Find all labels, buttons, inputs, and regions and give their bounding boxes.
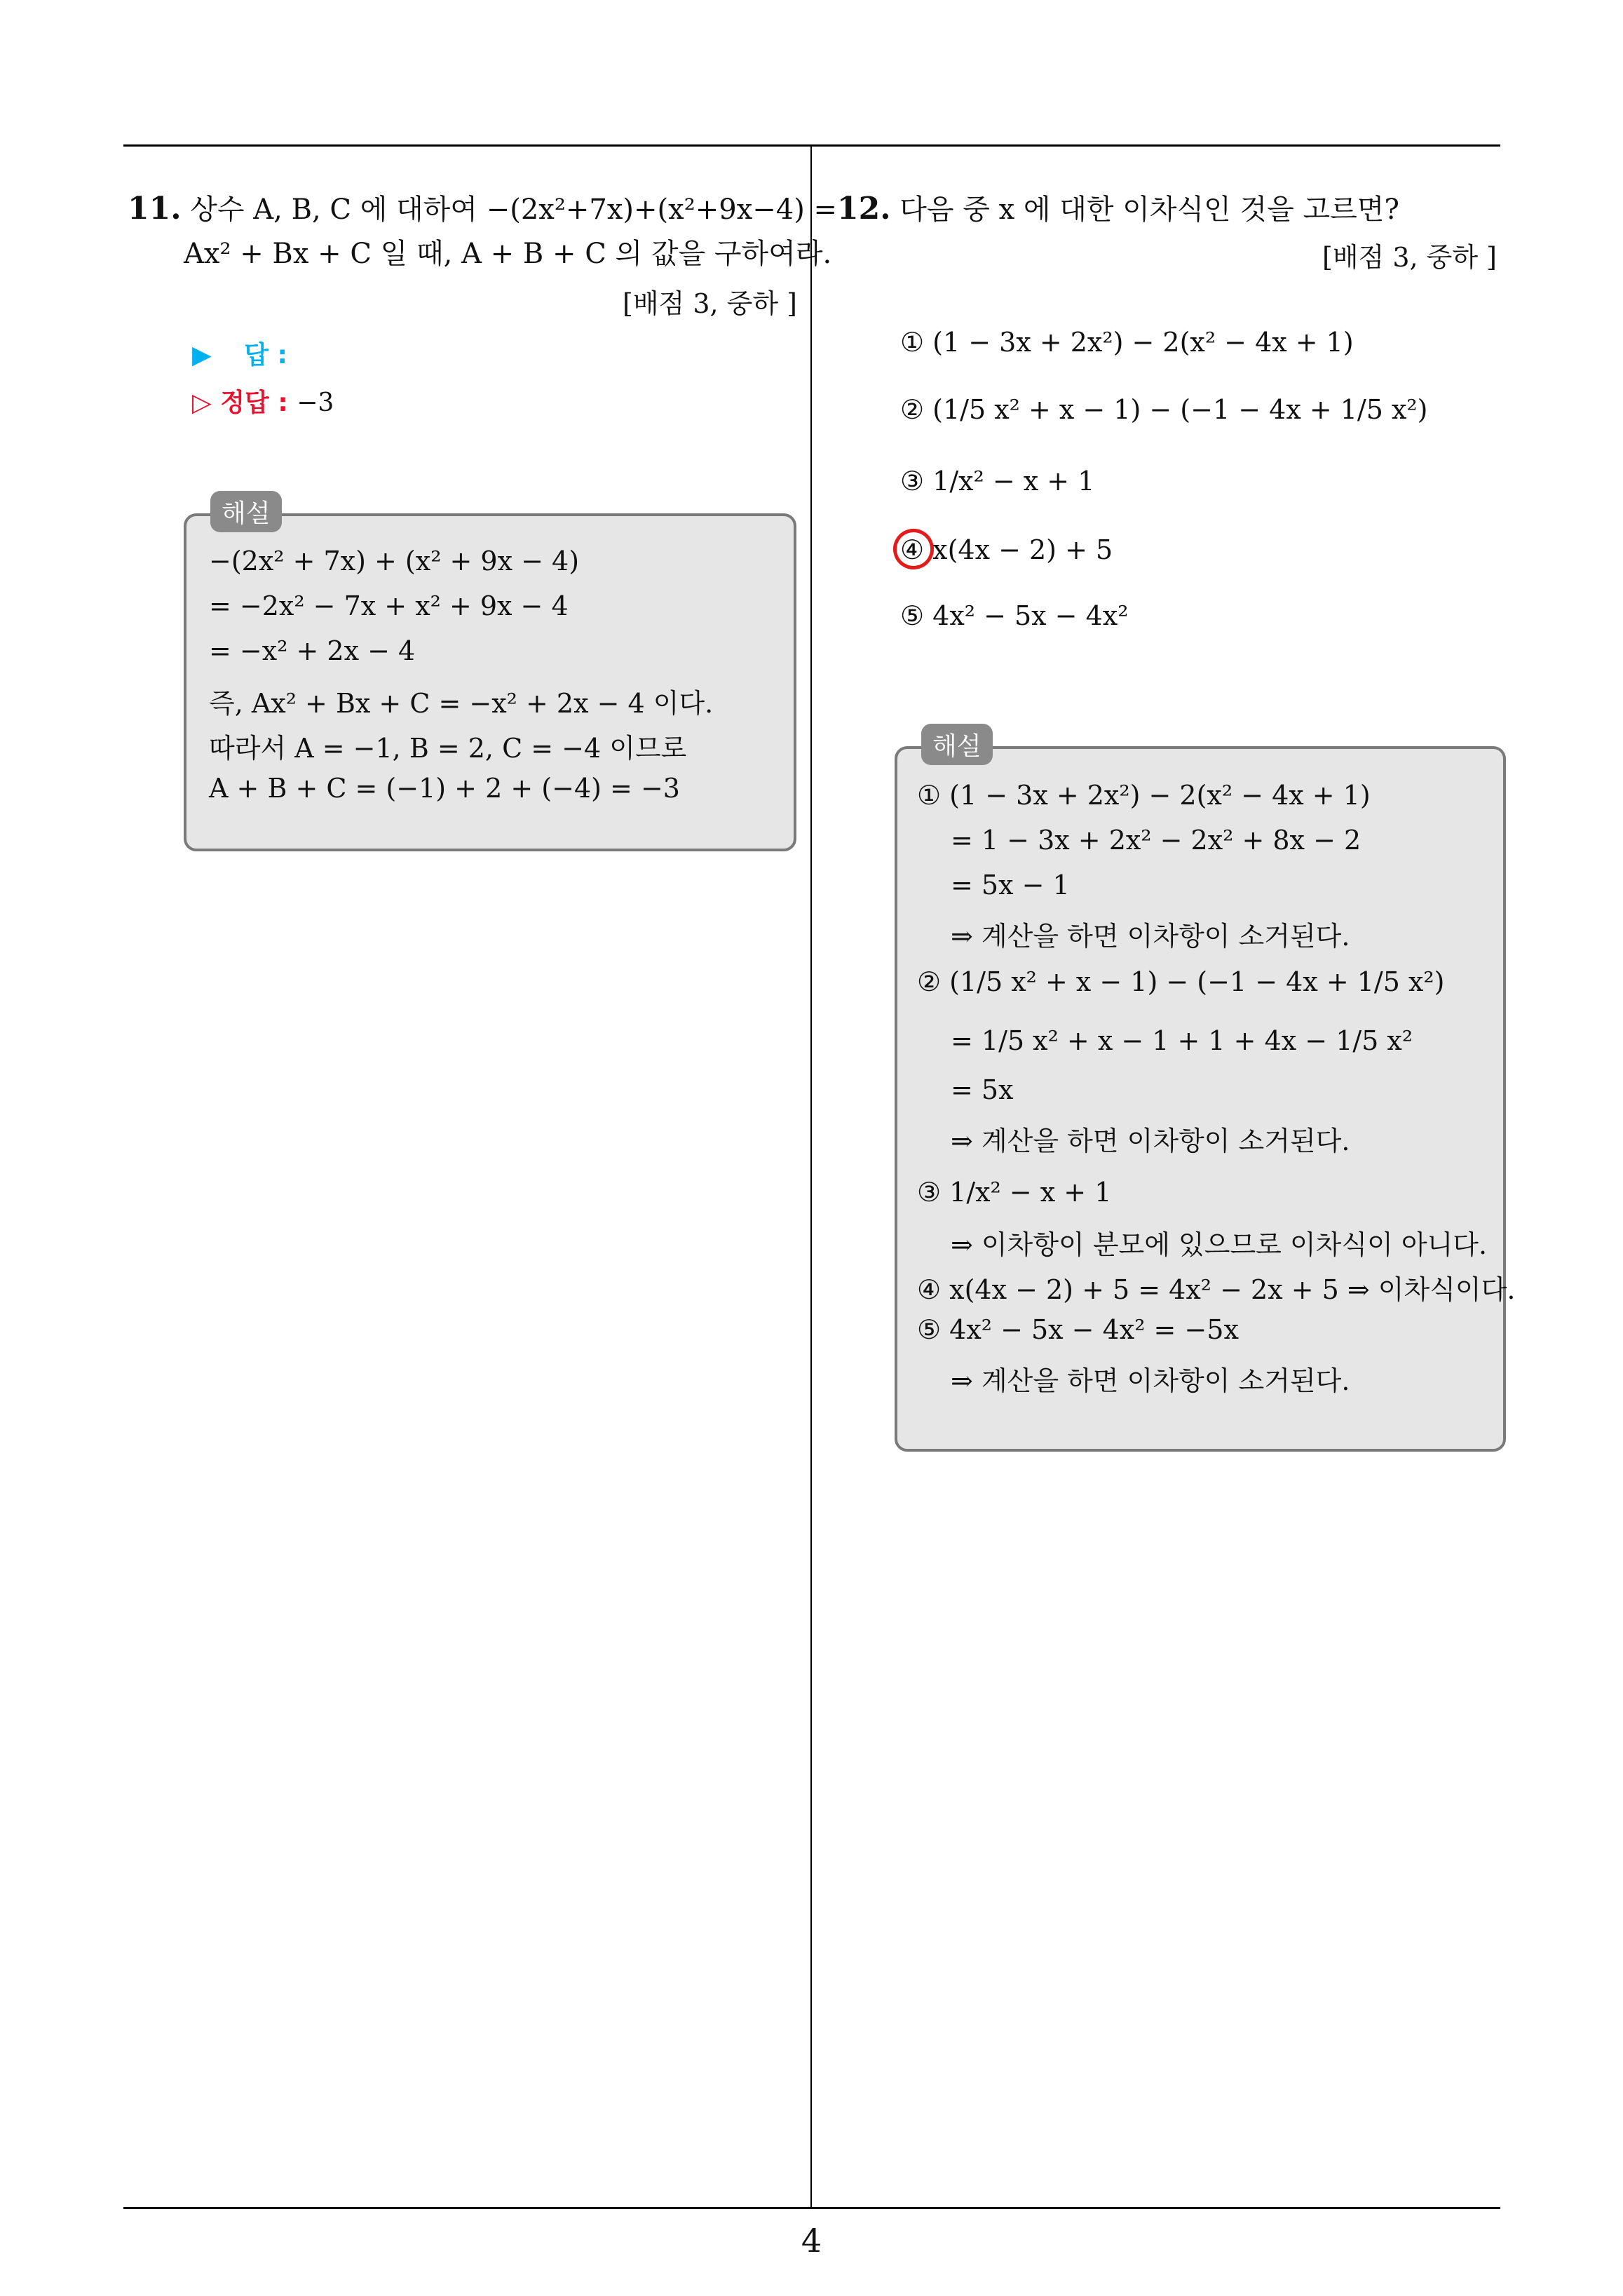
q11-line2: Ax² + Bx + C 일 때, A + B + C 의 값을 구하여라. bbox=[184, 238, 832, 270]
q12-number: 12. bbox=[837, 191, 891, 227]
answer-marker-icon: ▶ bbox=[192, 341, 212, 370]
correct-value: −3 bbox=[297, 389, 334, 417]
q12-sol-line: ⇒ 이차항이 분모에 있으므로 이차식이 아니다. bbox=[951, 1229, 1488, 1260]
q12-sol-line: = 1 − 3x + 2x² − 2x² + 8x − 2 bbox=[951, 825, 1361, 856]
choice-3[interactable]: ③ 1/x² − x + 1 bbox=[900, 466, 1095, 497]
q11-line1: 11. 상수 A, B, C 에 대하여 −(2x²+7x)+(x²+9x−4) = bbox=[128, 191, 838, 227]
q11-score: [배점 3, 중하 ] bbox=[623, 288, 797, 319]
page-number: 4 bbox=[801, 2222, 822, 2260]
q11-number: 11. bbox=[128, 191, 182, 227]
q12-sol-line: ⑤ 4x² − 5x − 4x² = −5x bbox=[917, 1314, 1239, 1345]
top-rule bbox=[123, 144, 1500, 147]
q11-sol-line: 즉, Ax² + Bx + C = −x² + 2x − 4 이다. bbox=[209, 688, 714, 719]
q11-sol-line: = −x² + 2x − 4 bbox=[209, 635, 416, 666]
choice-4[interactable]: ④ x(4x − 2) + 5 bbox=[900, 534, 1113, 565]
q11-sol-line: = −2x² − 7x + x² + 9x − 4 bbox=[209, 590, 569, 621]
q11-sol-line: A + B + C = (−1) + 2 + (−4) = −3 bbox=[209, 773, 680, 804]
q12-line1: 12. 다음 중 x 에 대한 이차식인 것을 고르면? bbox=[837, 191, 1399, 227]
q12-sol-line: ③ 1/x² − x + 1 bbox=[917, 1177, 1112, 1208]
q11-sol-line: −(2x² + 7x) + (x² + 9x − 4) bbox=[209, 546, 580, 576]
q12-sol-line: ⇒ 계산을 하면 이차항이 소거된다. bbox=[951, 1365, 1350, 1396]
answer-label: 답 : bbox=[244, 341, 287, 370]
bottom-rule bbox=[123, 2207, 1500, 2209]
q12-sol-line: ① (1 − 3x + 2x²) − 2(x² − 4x + 1) bbox=[917, 780, 1371, 811]
correct-label: 정답 : bbox=[220, 389, 288, 417]
correct-marker-icon: ▷ bbox=[192, 389, 212, 417]
choice-2[interactable]: ② (1/5 x² + x − 1) − (−1 − 4x + 1/5 x²) bbox=[900, 394, 1428, 425]
q11-solution-tab: 해설 bbox=[210, 491, 282, 532]
choice-1[interactable]: ① (1 − 3x + 2x²) − 2(x² − 4x + 1) bbox=[900, 327, 1354, 358]
column-divider bbox=[810, 144, 812, 2209]
q12-sol-line: = 1/5 x² + x − 1 + 1 + 4x − 1/5 x² bbox=[951, 1025, 1413, 1056]
q12-score: [배점 3, 중하 ] bbox=[1322, 242, 1497, 273]
q11-answer-row bbox=[192, 335, 287, 371]
q12-solution-tab: 해설 bbox=[921, 724, 993, 765]
q12-sol-line: = 5x − 1 bbox=[951, 870, 1070, 900]
selected-circle-mark bbox=[888, 524, 938, 574]
q12-sol-line: = 5x bbox=[951, 1074, 1014, 1105]
q12-sol-line: ② (1/5 x² + x − 1) − (−1 − 4x + 1/5 x²) bbox=[917, 966, 1445, 997]
q12-sol-line: ④ x(4x − 2) + 5 = 4x² − 2x + 5 ⇒ 이차식이다. bbox=[917, 1274, 1516, 1305]
q11-sol-line: 따라서 A = −1, B = 2, C = −4 이므로 bbox=[209, 733, 687, 764]
q12-sol-line: ⇒ 계산을 하면 이차항이 소거된다. bbox=[951, 1126, 1350, 1156]
q12-solution-box bbox=[895, 732, 1516, 1452]
q11-solution-box bbox=[184, 499, 796, 851]
choice-5[interactable]: ⑤ 4x² − 5x − 4x² bbox=[900, 600, 1129, 631]
q12-sol-line: ⇒ 계산을 하면 이차항이 소거된다. bbox=[951, 921, 1350, 952]
q11-correct-row bbox=[192, 383, 334, 419]
